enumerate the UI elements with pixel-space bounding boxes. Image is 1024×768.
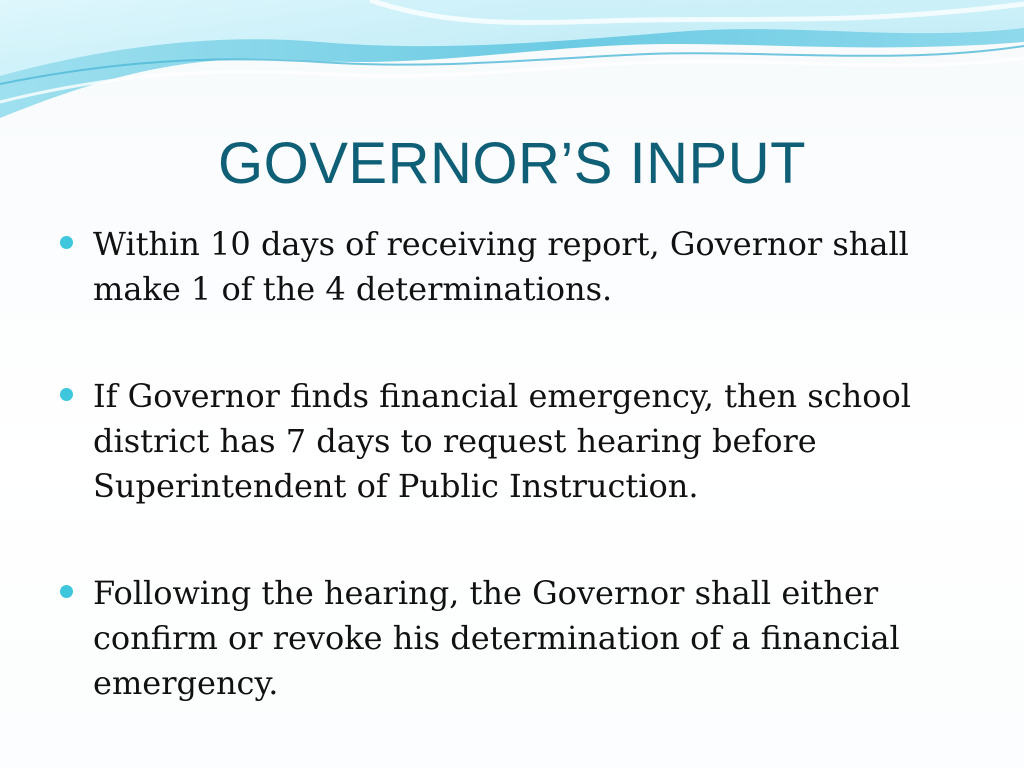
bullet-item: [60, 571, 940, 706]
bullet-list: [60, 222, 940, 768]
bullet-text: Following the hearing, the Governor shall either confirm or revoke his determination of a financial emergency.: [93, 574, 900, 702]
bullet-dot-icon: [60, 585, 73, 598]
decorative-wave: [0, 0, 1024, 120]
bullet-dot-icon: [60, 236, 73, 249]
bullet-item: [60, 222, 940, 312]
bullet-item: [60, 374, 940, 509]
bullet-dot-icon: [60, 388, 73, 401]
slide-title: GOVERNOR’S INPUT: [217, 131, 807, 196]
bullet-text: If Governor finds financial emergency, then school district has 7 days to request hearing before Superintendent of Public Instruction.: [93, 377, 911, 505]
bullet-text: Within 10 days of receiving report, Governor shall make 1 of the 4 determinations.: [93, 225, 909, 308]
